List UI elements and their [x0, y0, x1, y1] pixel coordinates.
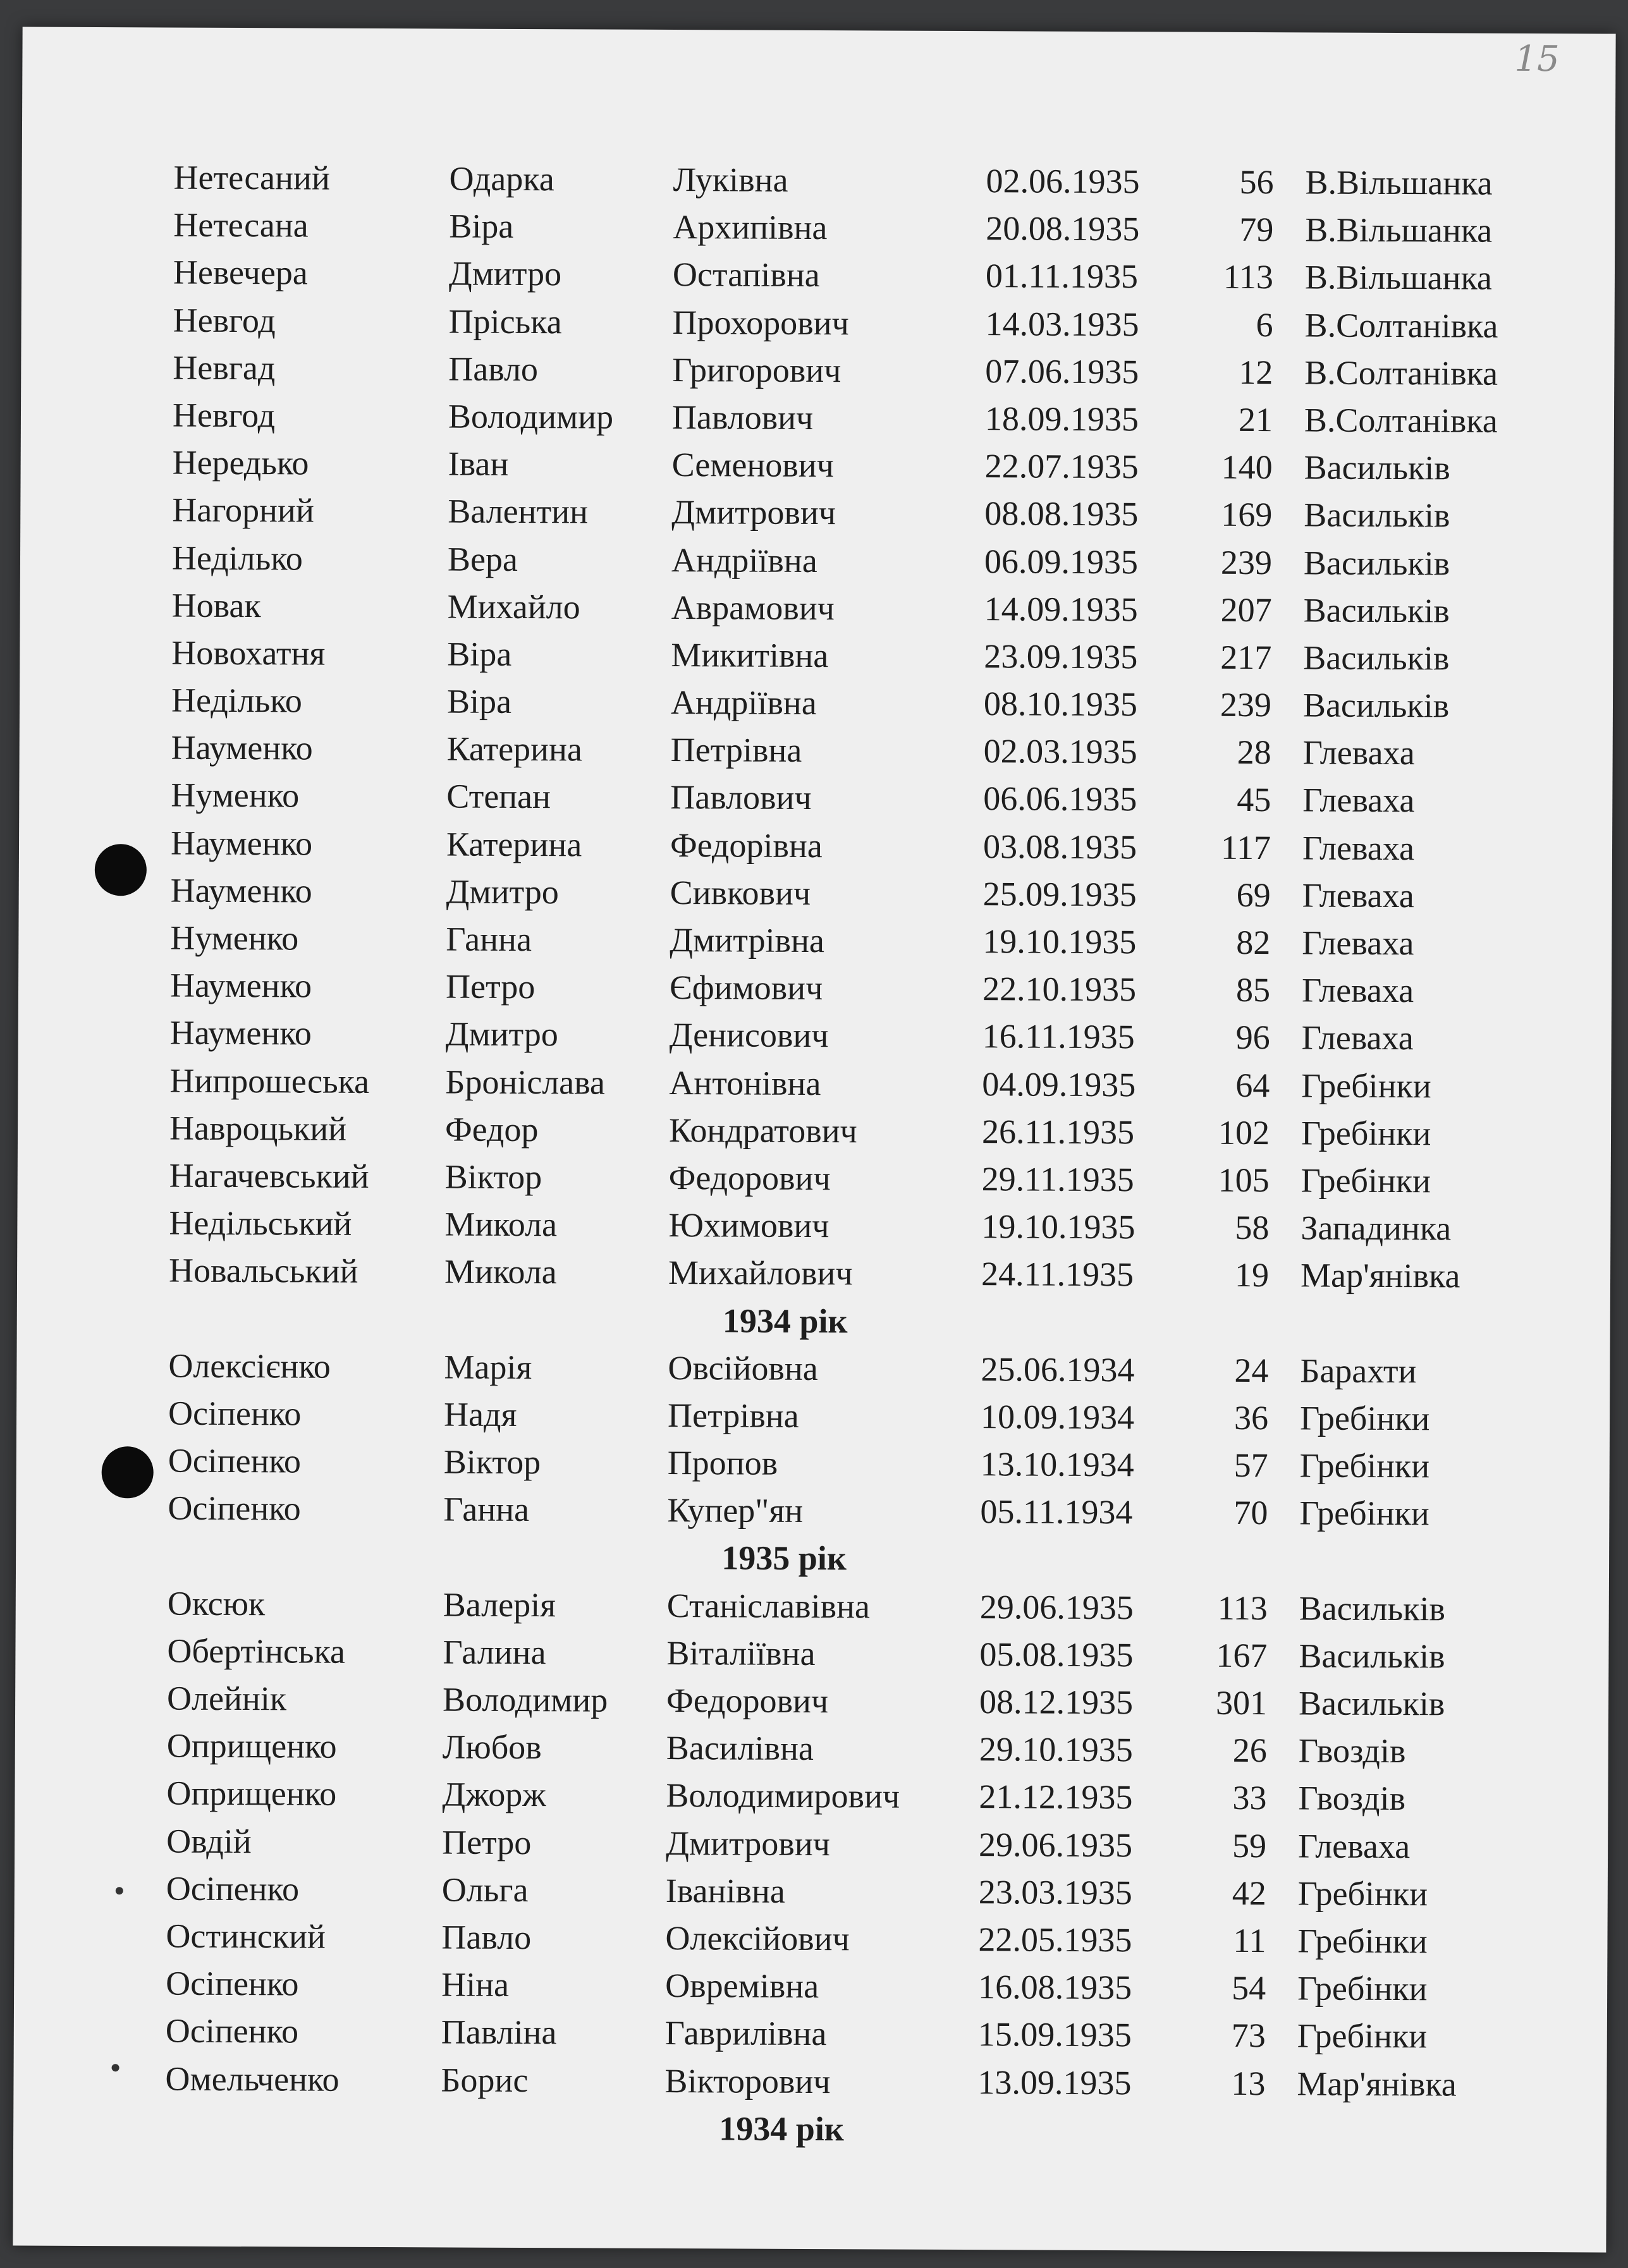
village-cell: Гребінки	[1297, 1922, 1428, 1961]
village-cell: Васильків	[1303, 638, 1450, 678]
village-cell: Гвоздів	[1298, 1731, 1406, 1771]
surname-cell: Оприщенко	[166, 1726, 337, 1765]
village-cell: Васильків	[1303, 543, 1450, 582]
patronymic-cell: Федорівна	[670, 826, 823, 865]
first-name-cell: Павліна	[441, 2013, 557, 2052]
village-cell: Васильків	[1303, 591, 1450, 630]
date-cell: 15.09.1935	[977, 2015, 1132, 2054]
number-cell: 113	[1217, 1588, 1268, 1627]
surname-cell: Осіпенко	[165, 2011, 299, 2051]
table-row	[17, 1247, 1610, 1301]
date-cell: 13.10.1934	[980, 1445, 1134, 1484]
first-name-cell: Володимир	[448, 397, 614, 436]
number-cell: 11	[1233, 1921, 1266, 1960]
table-row	[18, 1104, 1611, 1158]
first-name-cell: Борис	[441, 2060, 529, 2099]
village-cell: Васильків	[1299, 1637, 1445, 1676]
patronymic-cell: Олексійович	[665, 1918, 850, 1958]
date-cell: 03.08.1935	[982, 827, 1137, 866]
first-name-cell: Павло	[441, 1918, 532, 1956]
number-cell: 13	[1231, 2064, 1266, 2102]
number-cell: 73	[1231, 2016, 1266, 2055]
number-cell: 301	[1215, 1683, 1268, 1722]
patronymic-cell: Микитівна	[671, 635, 829, 674]
surname-cell: Новохатня	[171, 633, 326, 673]
surname-cell: Невечера	[173, 253, 308, 292]
year-heading: 1934 рік	[719, 2109, 845, 2148]
date-cell: 02.03.1935	[983, 732, 1137, 771]
patronymic-cell: Єфимович	[669, 968, 823, 1008]
village-cell: Западинка	[1301, 1209, 1452, 1248]
date-cell: 25.09.1935	[982, 874, 1137, 914]
patronymic-cell: Володимирович	[666, 1776, 900, 1815]
village-cell: В.Вільшанка	[1305, 163, 1493, 202]
number-cell: 207	[1220, 590, 1272, 629]
village-cell: В.Солтанівка	[1304, 401, 1498, 440]
patronymic-cell: Віталіївна	[666, 1633, 816, 1673]
surname-cell: Нагорний	[172, 491, 314, 530]
surname-cell: Нетесаний	[173, 158, 330, 197]
date-cell: 25.06.1934	[981, 1350, 1135, 1389]
table-row	[16, 1341, 1610, 1396]
first-name-cell: Микола	[444, 1205, 558, 1244]
page-number: 15	[1514, 38, 1560, 80]
surname-cell: Осіпенко	[168, 1489, 301, 1528]
village-cell: Гребінки	[1297, 1969, 1428, 2008]
date-cell: 06.06.1935	[983, 779, 1137, 819]
number-cell: 19	[1234, 1256, 1270, 1295]
table-row	[15, 1722, 1608, 1776]
table-row	[17, 1199, 1610, 1253]
surname-cell: Нередько	[172, 443, 309, 482]
village-cell: Глеваха	[1302, 733, 1415, 772]
patronymic-cell: Овсійовна	[668, 1348, 818, 1387]
number-cell: 33	[1232, 1779, 1267, 1817]
table-row	[20, 724, 1613, 778]
village-cell: Глеваха	[1301, 1018, 1414, 1058]
table-row	[21, 391, 1614, 445]
date-cell: 01.11.1935	[985, 257, 1139, 296]
patronymic-cell: Станіславівна	[666, 1586, 871, 1626]
patronymic-cell: Денисович	[669, 1016, 829, 1055]
surname-cell: Неділько	[171, 681, 302, 720]
first-name-cell: Петро	[445, 967, 536, 1006]
patronymic-cell: Михайлович	[668, 1253, 853, 1293]
year-heading: 1934 рік	[722, 1301, 848, 1340]
date-cell: 23.09.1935	[984, 637, 1138, 676]
date-cell: 08.10.1935	[983, 685, 1138, 724]
first-name-cell: Віктор	[444, 1157, 542, 1197]
patronymic-cell: Аврамович	[671, 588, 835, 627]
date-cell: 14.03.1935	[985, 304, 1139, 343]
patronymic-cell: Гаврилівна	[664, 2014, 827, 2053]
patronymic-cell: Григорович	[672, 350, 842, 389]
first-name-cell: Дмитро	[446, 872, 560, 911]
number-cell: 45	[1237, 781, 1271, 819]
patronymic-cell: Василівна	[666, 1729, 814, 1768]
village-cell: В.Вільшанка	[1304, 258, 1493, 298]
table-row	[18, 1009, 1612, 1063]
table-row	[19, 866, 1612, 920]
table-row	[15, 1626, 1608, 1681]
date-cell: 23.03.1935	[978, 1872, 1132, 1911]
village-cell: Гребінки	[1299, 1446, 1430, 1485]
first-name-cell: Іван	[448, 444, 509, 484]
patronymic-cell: Купер"ян	[667, 1491, 804, 1530]
date-cell: 21.12.1935	[979, 1777, 1133, 1817]
patronymic-cell: Іванівна	[665, 1871, 785, 1910]
village-cell: Гребінки	[1297, 1874, 1428, 1913]
number-cell: 57	[1233, 1446, 1268, 1485]
surname-cell: Нагачевський	[169, 1156, 369, 1195]
patronymic-cell: Павлович	[671, 398, 814, 437]
first-name-cell: Марія	[444, 1348, 532, 1386]
surname-cell: Навроцький	[169, 1109, 347, 1148]
date-cell: 08.08.1935	[984, 494, 1139, 533]
number-cell: 140	[1221, 448, 1273, 487]
first-name-cell: Катерина	[446, 825, 582, 864]
first-name-cell: Степан	[446, 777, 551, 816]
number-cell: 102	[1218, 1113, 1270, 1152]
number-cell: 69	[1236, 875, 1271, 914]
patronymic-cell: Юхимович	[668, 1206, 829, 1245]
number-cell: 54	[1232, 1969, 1266, 2008]
patronymic-cell: Петрівна	[670, 731, 802, 770]
date-cell: 22.10.1935	[982, 970, 1137, 1009]
table-row	[19, 819, 1612, 873]
surname-cell: Обертінська	[167, 1631, 346, 1671]
patronymic-cell: Остапівна	[672, 255, 820, 295]
table-row	[16, 1437, 1610, 1491]
first-name-cell: Надя	[443, 1395, 517, 1434]
patronymic-cell: Овремівна	[665, 1966, 819, 2006]
surname-cell: Невгод	[173, 301, 276, 339]
patronymic-cell: Петрівна	[667, 1396, 799, 1435]
number-cell: 24	[1234, 1351, 1269, 1389]
village-cell: Глеваха	[1302, 924, 1414, 963]
village-cell: Васильків	[1302, 686, 1450, 725]
first-name-cell: Валентин	[448, 492, 589, 531]
first-name-cell: Володимир	[443, 1680, 608, 1719]
date-cell: 26.11.1935	[981, 1112, 1135, 1151]
date-cell: 07.06.1935	[985, 351, 1139, 391]
table-row	[20, 676, 1613, 731]
surname-cell: Олейнік	[167, 1679, 287, 1718]
table-row	[16, 1484, 1609, 1539]
first-name-cell: Віра	[447, 635, 512, 673]
patronymic-cell: Андріївна	[671, 540, 817, 580]
date-cell: 24.11.1935	[981, 1255, 1134, 1294]
number-cell: 12	[1239, 353, 1273, 391]
village-cell: Гребінки	[1299, 1399, 1430, 1438]
date-cell: 19.10.1935	[982, 922, 1137, 961]
surname-cell: Невгод	[172, 396, 276, 435]
number-cell: 167	[1216, 1636, 1268, 1674]
number-cell: 26	[1232, 1731, 1267, 1770]
table-row	[21, 343, 1614, 398]
first-name-cell: Петро	[442, 1823, 532, 1862]
surname-cell: Нуменко	[170, 918, 299, 958]
surname-cell: Овдій	[166, 1822, 252, 1860]
first-name-cell: Микола	[444, 1252, 557, 1291]
village-cell: Глеваха	[1302, 828, 1415, 867]
patronymic-cell: Павлович	[670, 778, 812, 817]
table-row	[16, 1389, 1610, 1443]
date-cell: 14.09.1935	[984, 589, 1138, 628]
surname-cell: Оприщенко	[166, 1774, 337, 1814]
first-name-cell: Віктор	[443, 1442, 541, 1482]
patronymic-cell: Антонівна	[669, 1063, 821, 1102]
table-row	[20, 533, 1613, 588]
table-row	[15, 1817, 1608, 1871]
table-row	[21, 296, 1614, 350]
first-name-cell: Федор	[444, 1110, 539, 1149]
number-cell: 79	[1239, 210, 1274, 249]
surname-cell: Новальський	[168, 1251, 358, 1291]
first-name-cell: Галина	[443, 1633, 546, 1671]
surname-cell: Олексієнко	[168, 1346, 331, 1386]
first-name-cell: Ніна	[441, 1965, 510, 2004]
number-cell: 28	[1237, 733, 1271, 772]
number-cell: 113	[1223, 258, 1274, 296]
number-cell: 42	[1232, 1874, 1266, 1912]
village-cell: Васильків	[1298, 1684, 1445, 1723]
first-name-cell: Вера	[447, 539, 518, 578]
patronymic-cell: Кондратович	[668, 1111, 857, 1150]
village-cell: Васильків	[1299, 1588, 1446, 1628]
date-cell: 16.08.1935	[978, 1968, 1132, 2007]
number-cell: 217	[1220, 638, 1272, 677]
number-cell: 21	[1238, 400, 1273, 439]
first-name-cell: Михайло	[447, 587, 580, 626]
date-cell: 18.09.1935	[984, 399, 1139, 439]
surname-cell: Осіпенко	[168, 1394, 302, 1433]
date-cell: 19.10.1935	[981, 1207, 1135, 1247]
patronymic-cell: Дмитрович	[666, 1824, 830, 1863]
date-cell: 05.08.1935	[979, 1635, 1134, 1674]
village-cell: Глеваха	[1301, 971, 1414, 1010]
village-cell: Васильків	[1304, 448, 1450, 487]
table-row	[20, 628, 1613, 683]
table-row	[21, 201, 1615, 255]
table-row	[13, 2054, 1607, 2109]
table-row	[21, 248, 1615, 303]
number-cell: 6	[1256, 305, 1273, 344]
date-cell: 16.11.1935	[982, 1017, 1135, 1056]
table-row	[16, 1579, 1609, 1633]
date-cell: 29.06.1935	[979, 1587, 1134, 1626]
village-cell: Глеваха	[1302, 781, 1415, 820]
first-name-cell: Дмитро	[445, 1015, 559, 1054]
number-cell: 56	[1239, 162, 1274, 202]
number-cell: 70	[1233, 1494, 1268, 1532]
village-cell: Мар'янівка	[1297, 2064, 1457, 2103]
patronymic-cell: Пропов	[667, 1444, 778, 1482]
date-cell: 29.10.1935	[979, 1730, 1133, 1769]
surname-cell: Невгад	[173, 348, 276, 387]
table-row	[18, 1056, 1611, 1111]
patronymic-cell: Сивкович	[670, 873, 811, 912]
surname-cell: Осіпенко	[166, 1869, 300, 1908]
number-cell: 117	[1220, 828, 1271, 867]
table-row	[19, 771, 1612, 826]
first-name-cell: Одарка	[449, 159, 554, 198]
first-name-cell: Любов	[442, 1728, 542, 1767]
number-cell: 64	[1235, 1066, 1270, 1104]
patronymic-cell: Андріївна	[670, 683, 817, 722]
patronymic-cell: Семенович	[671, 446, 835, 485]
village-cell: В.Солтанівка	[1304, 305, 1498, 345]
number-cell: 36	[1233, 1398, 1269, 1437]
village-cell: Гребінки	[1301, 1114, 1431, 1153]
village-cell: Васильків	[1304, 496, 1450, 535]
surname-cell: Осіпенко	[166, 1964, 299, 2003]
first-name-cell: Павло	[448, 350, 539, 388]
patronymic-cell: Прохорович	[672, 303, 849, 342]
date-cell: 08.12.1935	[979, 1683, 1134, 1722]
village-cell: Барахти	[1300, 1351, 1417, 1390]
first-name-cell: Ганна	[446, 920, 532, 959]
number-cell: 85	[1235, 971, 1271, 1009]
number-cell: 239	[1220, 685, 1272, 724]
patronymic-cell: Вікторович	[664, 2061, 831, 2100]
village-cell: Гребінки	[1299, 1494, 1429, 1533]
village-cell: Глеваха	[1302, 876, 1414, 915]
table-row	[18, 914, 1612, 968]
village-cell: Мар'янівка	[1300, 1256, 1460, 1295]
surname-cell: Нетесана	[173, 205, 309, 245]
table-row	[14, 1960, 1607, 2014]
village-cell: В.Вільшанка	[1305, 210, 1493, 250]
patronymic-cell: Федорович	[668, 1158, 831, 1198]
surname-cell: Оксюк	[167, 1584, 266, 1623]
number-cell: 59	[1232, 1826, 1267, 1865]
first-name-cell: Катерина	[446, 729, 583, 769]
surname-cell: Науменко	[171, 728, 313, 767]
surname-cell: Науменко	[169, 1013, 312, 1052]
table-row	[20, 486, 1613, 540]
surname-cell: Науменко	[169, 966, 312, 1005]
surname-cell: Остинский	[166, 1917, 326, 1956]
table-row	[14, 1911, 1607, 1966]
date-cell: 29.11.1935	[981, 1160, 1134, 1199]
surname-cell: Осіпенко	[168, 1441, 302, 1480]
first-name-cell: Джорж	[442, 1775, 546, 1814]
patronymic-cell: Архипівна	[673, 208, 828, 247]
number-cell: 96	[1235, 1018, 1270, 1057]
table-row	[14, 2007, 1607, 2061]
year-heading: 1935 рік	[721, 1539, 847, 1578]
table-row	[15, 1769, 1608, 1824]
number-cell: 82	[1236, 923, 1271, 962]
patronymic-cell: Дмитрович	[671, 493, 836, 532]
surname-cell: Новак	[171, 586, 261, 625]
table-row	[18, 1151, 1611, 1205]
date-cell: 10.09.1934	[980, 1398, 1135, 1437]
table-row	[15, 1864, 1608, 1918]
first-name-cell: Валерія	[443, 1585, 556, 1624]
village-cell: В.Солтанівка	[1304, 353, 1498, 393]
surname-cell: Науменко	[170, 824, 313, 863]
date-cell: 29.06.1935	[979, 1825, 1133, 1864]
first-name-cell: Ганна	[443, 1490, 530, 1529]
surname-cell: Недільський	[169, 1204, 352, 1243]
date-cell: 02.06.1935	[986, 162, 1140, 201]
date-cell: 04.09.1935	[982, 1064, 1136, 1104]
register-list	[13, 154, 1615, 2157]
surname-cell: Нипрошеська	[169, 1061, 370, 1100]
patronymic-cell: Федорович	[666, 1681, 829, 1721]
first-name-cell: Броніслава	[445, 1063, 606, 1102]
first-name-cell: Віра	[449, 207, 514, 246]
date-cell: 06.09.1935	[984, 542, 1139, 581]
date-cell: 20.08.1935	[986, 209, 1140, 248]
document-page	[13, 27, 1615, 2253]
table-row	[18, 961, 1612, 1016]
surname-cell: Неділько	[171, 539, 303, 577]
table-row	[15, 1674, 1608, 1728]
date-cell: 22.05.1935	[978, 1920, 1132, 1960]
first-name-cell: Дмитро	[448, 254, 562, 293]
village-cell: Глеваха	[1298, 1826, 1411, 1865]
number-cell: 58	[1235, 1209, 1270, 1247]
date-cell: 22.07.1935	[984, 447, 1139, 486]
number-cell: 169	[1221, 496, 1273, 534]
first-name-cell: Віра	[446, 682, 512, 721]
first-name-cell: Ольга	[441, 1870, 529, 1909]
table-row	[21, 439, 1614, 493]
village-cell: Гребінки	[1301, 1161, 1431, 1200]
first-name-cell: Пріська	[448, 302, 562, 341]
village-cell: Гребінки	[1301, 1066, 1431, 1105]
number-cell: 239	[1220, 543, 1273, 582]
patronymic-cell: Луківна	[673, 161, 788, 199]
surname-cell: Науменко	[170, 871, 312, 910]
village-cell: Гребінки	[1297, 2016, 1428, 2056]
village-cell: Гвоздів	[1298, 1779, 1406, 1818]
surname-cell: Омельченко	[165, 2059, 340, 2099]
date-cell: 13.09.1935	[977, 2063, 1132, 2102]
surname-cell: Нуменко	[171, 776, 300, 815]
table-row	[21, 154, 1615, 208]
patronymic-cell: Дмитрівна	[670, 920, 825, 960]
date-cell: 05.11.1934	[980, 1492, 1133, 1532]
number-cell: 105	[1218, 1161, 1270, 1200]
table-row	[20, 581, 1613, 635]
